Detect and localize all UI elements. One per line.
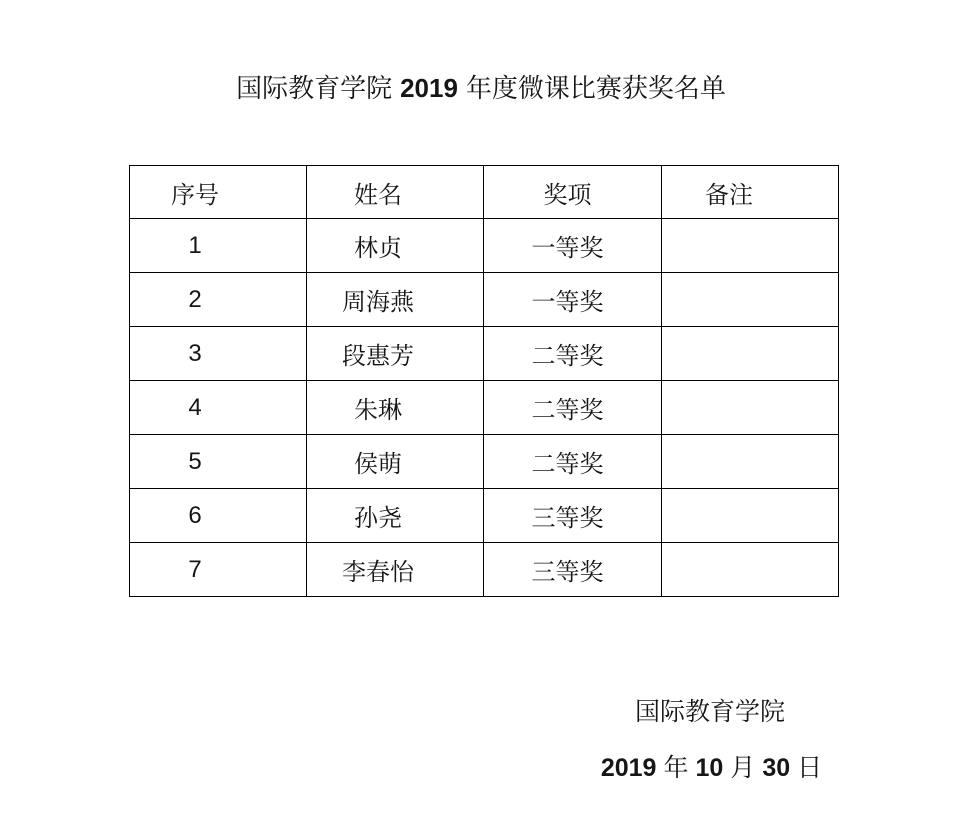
cell-name: 侯萌 bbox=[307, 435, 484, 489]
date-year: 2019 bbox=[600, 754, 657, 782]
table-row bbox=[130, 273, 839, 327]
cell-name: 林贞 bbox=[307, 219, 484, 273]
cell-award: 三等奖 bbox=[484, 543, 662, 597]
cell-name: 孙尧 bbox=[307, 489, 484, 543]
cell-name: 段惠芳 bbox=[307, 327, 484, 381]
cell-no: 7 bbox=[130, 543, 307, 597]
cell-remark bbox=[662, 273, 839, 327]
title-suffix: 年度微课比赛获奖名单 bbox=[465, 74, 726, 103]
document-title bbox=[0, 70, 962, 107]
header-no: 序号 bbox=[130, 166, 307, 219]
title-prefix: 国际教育学院 bbox=[236, 74, 393, 103]
cell-remark bbox=[662, 381, 839, 435]
table-row bbox=[130, 381, 839, 435]
date-year-unit: 年 bbox=[663, 755, 689, 782]
header-name: 姓名 bbox=[307, 166, 484, 219]
cell-no: 3 bbox=[130, 327, 307, 381]
cell-remark bbox=[662, 435, 839, 489]
awards-table bbox=[129, 165, 839, 597]
cell-award: 二等奖 bbox=[484, 327, 662, 381]
cell-remark bbox=[662, 543, 839, 597]
cell-no: 6 bbox=[130, 489, 307, 543]
table-row bbox=[130, 327, 839, 381]
table-row bbox=[130, 219, 839, 273]
cell-no: 4 bbox=[130, 381, 307, 435]
cell-award: 一等奖 bbox=[484, 273, 662, 327]
cell-remark bbox=[662, 489, 839, 543]
cell-remark bbox=[662, 327, 839, 381]
table-row bbox=[130, 489, 839, 543]
date-day: 30 bbox=[762, 754, 791, 782]
table-row bbox=[130, 543, 839, 597]
table-header-row bbox=[130, 166, 839, 219]
date-month-unit: 月 bbox=[730, 755, 756, 782]
cell-no: 2 bbox=[130, 273, 307, 327]
cell-award: 二等奖 bbox=[484, 435, 662, 489]
signature-block bbox=[535, 695, 885, 787]
cell-award: 二等奖 bbox=[484, 381, 662, 435]
date-month: 10 bbox=[695, 754, 724, 782]
signature-org: 国际教育学院 bbox=[634, 699, 785, 726]
cell-remark bbox=[662, 219, 839, 273]
cell-award: 三等奖 bbox=[484, 489, 662, 543]
header-award: 奖项 bbox=[484, 166, 662, 219]
signature-date bbox=[535, 750, 885, 787]
table-row bbox=[130, 435, 839, 489]
cell-name: 李春怡 bbox=[307, 543, 484, 597]
header-remark: 备注 bbox=[662, 166, 839, 219]
date-day-unit: 日 bbox=[797, 755, 823, 782]
cell-no: 1 bbox=[130, 219, 307, 273]
title-year: 2019 bbox=[400, 73, 458, 103]
cell-no: 5 bbox=[130, 435, 307, 489]
cell-award: 一等奖 bbox=[484, 219, 662, 273]
cell-name: 朱琳 bbox=[307, 381, 484, 435]
cell-name: 周海燕 bbox=[307, 273, 484, 327]
